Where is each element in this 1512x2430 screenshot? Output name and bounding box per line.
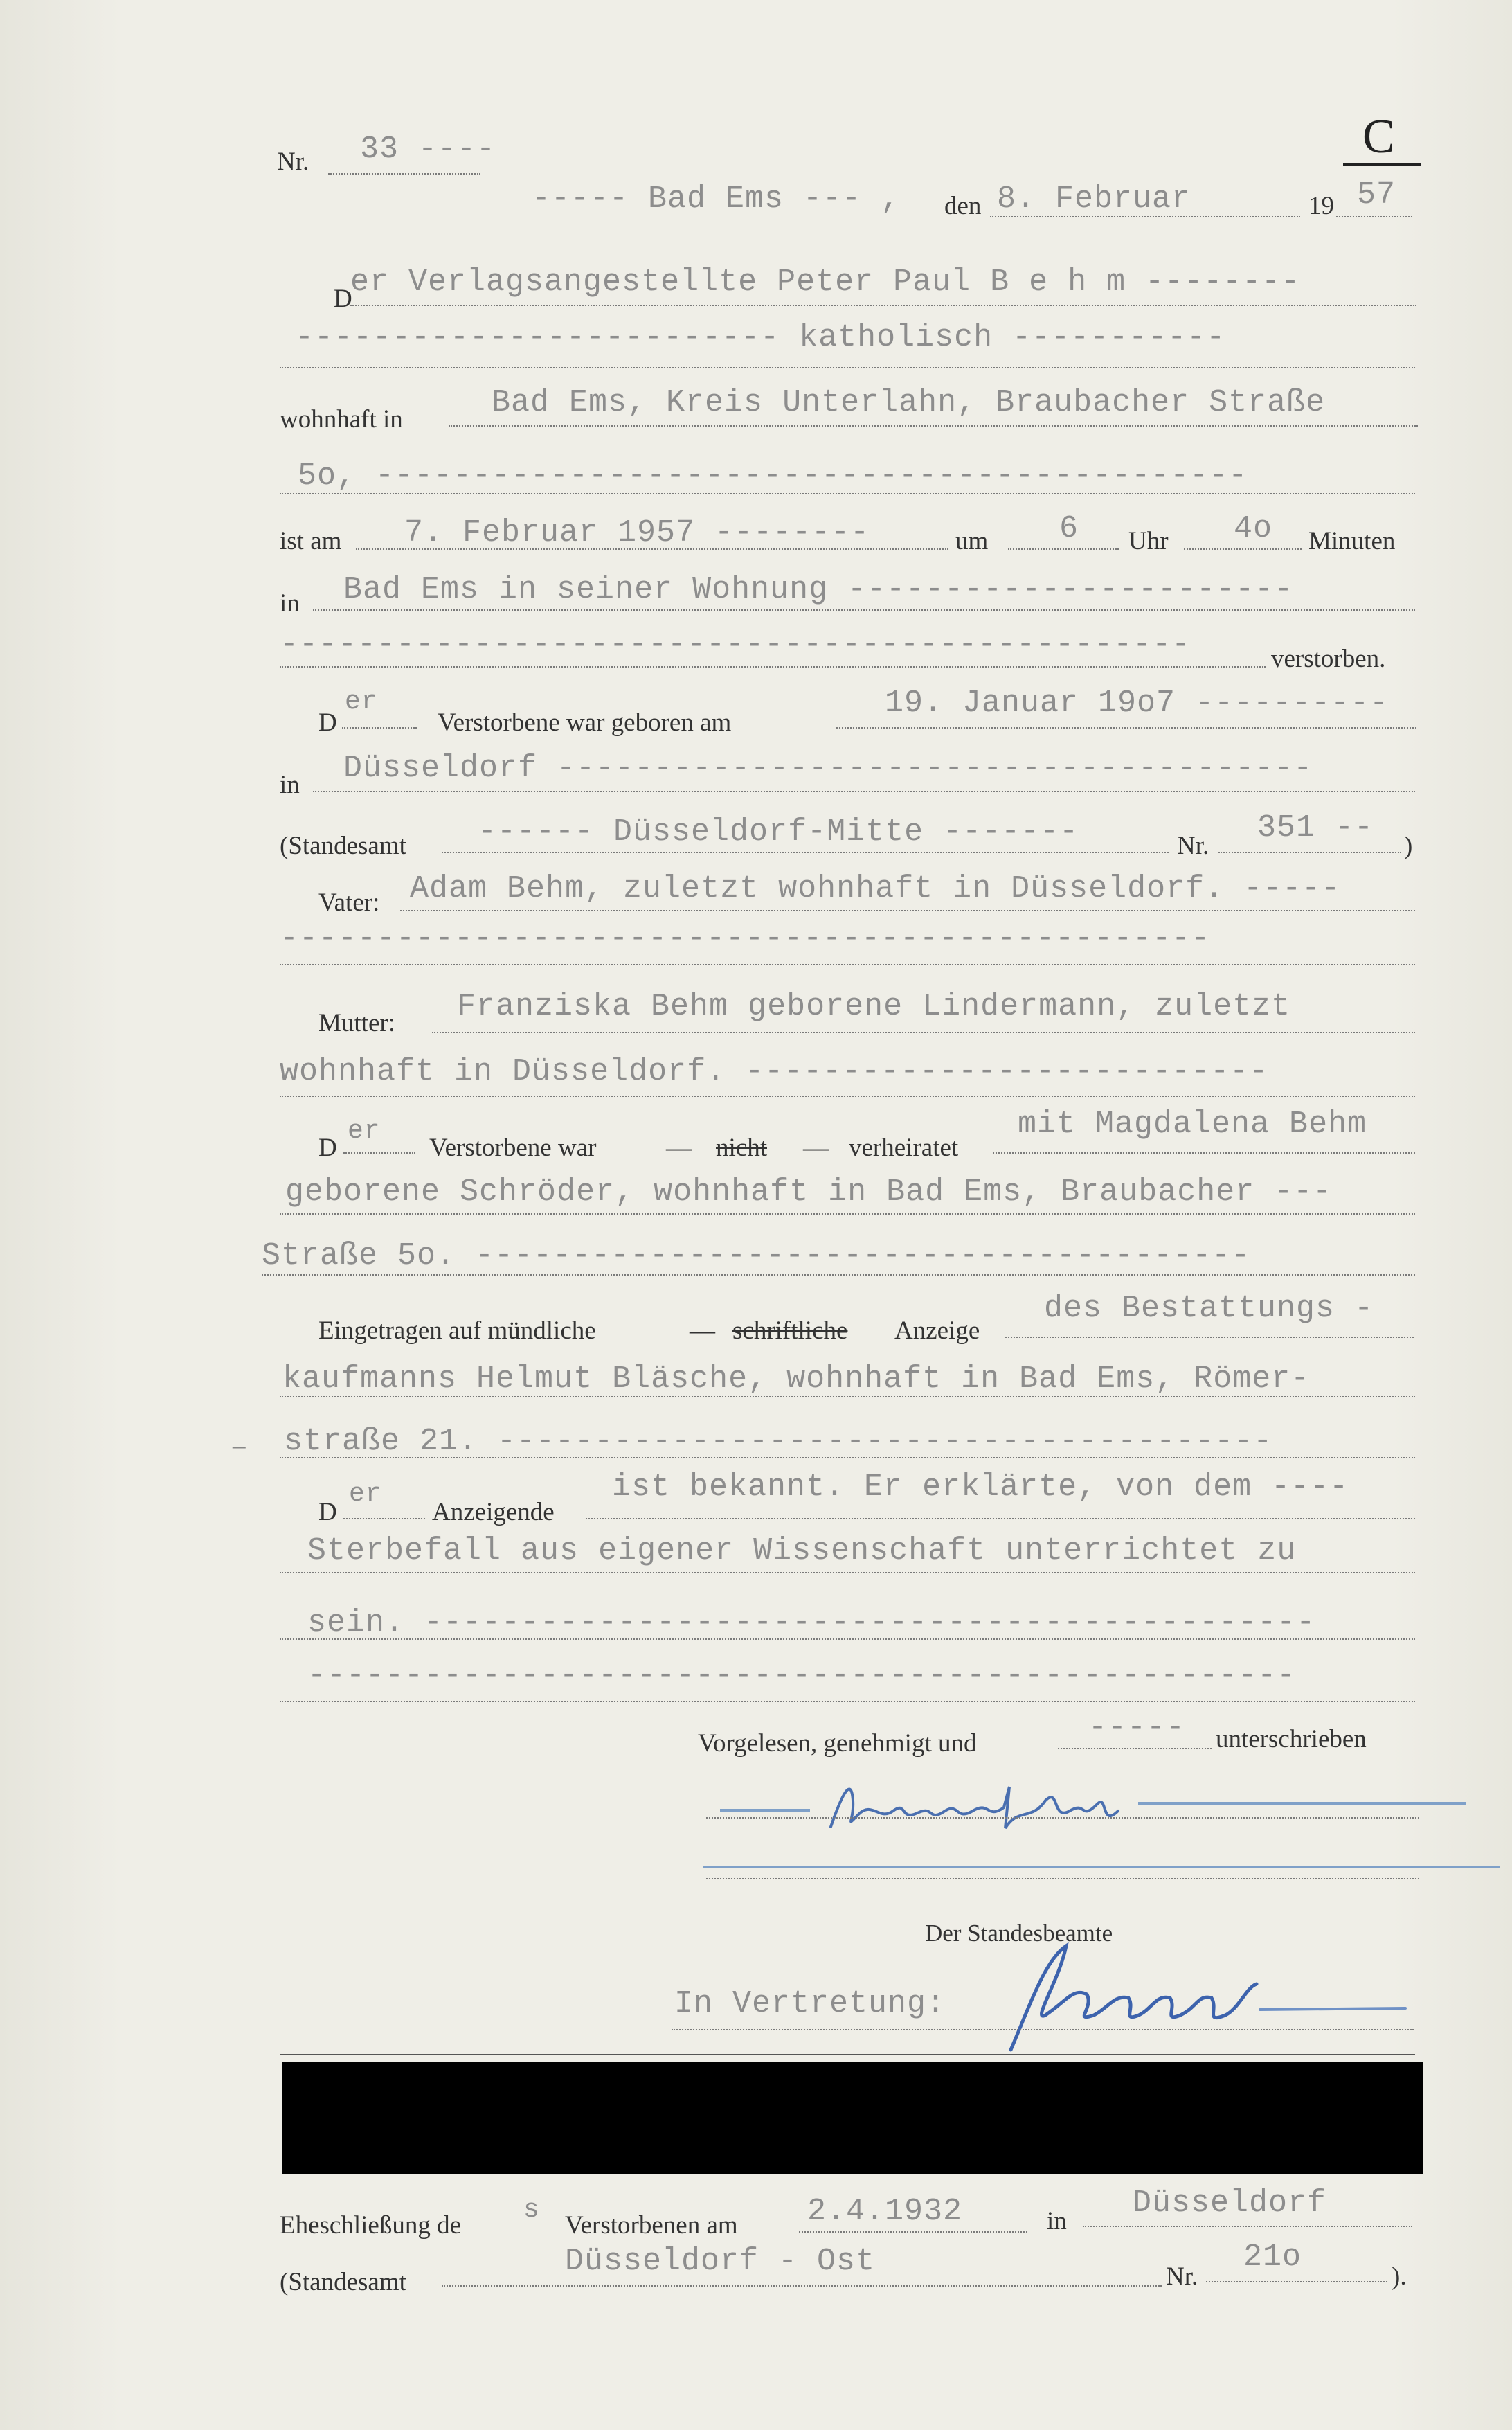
line-vorgelesen xyxy=(1058,1748,1212,1749)
line-ehe-date xyxy=(799,2231,1027,2233)
ehe-date: 2.4.1932 xyxy=(807,2194,963,2229)
informant-prefix: D xyxy=(318,1498,337,1526)
verstorben-label: verstorben. xyxy=(1271,645,1386,673)
deceased-prefix: D xyxy=(334,285,352,313)
line-vater-2 xyxy=(280,964,1415,965)
footer-standesamt: Düsseldorf - Ost xyxy=(565,2244,876,2279)
birth-suffix: er xyxy=(345,687,378,717)
standesbeamte-label: Der Standesbeamte xyxy=(925,1920,1113,1947)
informant-signature xyxy=(824,1773,1135,1849)
marriage-dash-2: — xyxy=(803,1134,829,1162)
informant-suffix: er xyxy=(349,1479,382,1509)
wohnhaft-label: wohnhaft in xyxy=(280,405,403,434)
informant-label: Anzeigende xyxy=(432,1498,555,1526)
vater-value: Adam Behm, zuletzt wohnhaft in Düsseldorf. ----- xyxy=(410,871,1341,906)
death-minutes: 4o xyxy=(1234,511,1273,546)
signature-rule-right xyxy=(1138,1802,1466,1805)
death-hour: 6 xyxy=(1059,511,1079,546)
ist-am-label: ist am xyxy=(280,527,342,555)
line-informant-suffix xyxy=(343,1518,425,1519)
line-address-2 xyxy=(280,493,1415,494)
line-deceased-1 xyxy=(350,305,1416,306)
vater-line-2: ------------------------------------------------ xyxy=(280,921,1211,956)
line-mutter-2 xyxy=(280,1096,1415,1097)
deceased-name-line: er Verlagsangestellte Peter Paul B e h m -------- xyxy=(350,265,1301,300)
spouse-line-1: mit Magdalena Behm xyxy=(1018,1107,1367,1142)
redaction-bar xyxy=(282,2062,1423,2174)
registration-struck: schriftliche xyxy=(732,1316,848,1345)
birth-nr-label: Nr. xyxy=(1177,832,1209,860)
line-birth-standesamt xyxy=(442,852,1169,853)
religion-line: ------------------------- katholisch ----------- xyxy=(295,320,1226,355)
ehe-place: Düsseldorf xyxy=(1133,2186,1327,2221)
register-letter: C xyxy=(1362,110,1395,163)
mutter-label: Mutter: xyxy=(318,1009,395,1037)
nr-value: 33 ---- xyxy=(360,132,496,167)
line-place-death xyxy=(313,609,1415,611)
birth-in-label: in xyxy=(280,771,300,799)
line-hour xyxy=(1008,548,1119,550)
line-informant-text-2 xyxy=(280,1572,1415,1573)
mutter-line-2: wohnhaft in Düsseldorf. --------------------------- xyxy=(280,1054,1269,1089)
header-date: 8. Februar xyxy=(997,181,1191,217)
ehe-label: Eheschließung de xyxy=(280,2211,461,2240)
registration-label-1: Eingetragen auf mündliche xyxy=(318,1316,596,1345)
ehe-in-label: in xyxy=(1047,2207,1067,2235)
line-mutter xyxy=(432,1032,1415,1033)
place-of-death: Bad Ems in seiner Wohnung ----------------------- xyxy=(343,572,1294,607)
informant-line-3: straße 21. ---------------------------------------- xyxy=(284,1424,1273,1459)
birth-standesamt: ------ Düsseldorf-Mitte ------- xyxy=(478,814,1079,850)
birth-prefix: D xyxy=(318,708,337,737)
footer-standesamt-label: (Standesamt xyxy=(280,2268,406,2296)
line-spouse-2 xyxy=(280,1213,1415,1215)
line-spouse-3 xyxy=(262,1274,1415,1276)
marriage-label-2: verheiratet xyxy=(849,1134,959,1162)
line-birth-suffix xyxy=(342,727,417,729)
vorgelesen-label: Vorgelesen, genehmigt und xyxy=(698,1729,977,1758)
informant-line-1: des Bestattungs - xyxy=(1044,1291,1374,1326)
marriage-dash-1: — xyxy=(666,1134,692,1162)
line-birth-date xyxy=(836,727,1416,729)
informant-text-2: Sterbefall aus eigener Wissenschaft unterrichtet zu xyxy=(307,1533,1297,1569)
informant-line-2: kaufmanns Helmut Bläsche, wohnhaft in Bad Ems, Römer- xyxy=(282,1361,1311,1397)
footer-nr: 21o xyxy=(1243,2240,1302,2275)
line-place-death-2 xyxy=(280,666,1266,668)
birth-date: 19. Januar 19o7 ---------- xyxy=(885,686,1389,721)
line-informant-text-1 xyxy=(586,1518,1415,1519)
line-informant-3 xyxy=(280,1457,1415,1458)
vorgelesen-fill: ----- xyxy=(1088,1710,1186,1746)
nr-label: Nr. xyxy=(277,148,309,176)
footer-close: ). xyxy=(1392,2262,1407,2291)
line-deceased-2 xyxy=(280,367,1415,368)
line-spouse-1 xyxy=(993,1152,1415,1154)
birth-standesamt-label: (Standesamt xyxy=(280,832,406,860)
signature-rule-left xyxy=(720,1809,810,1812)
ehe-suffix: s xyxy=(523,2195,540,2225)
line-birth-place xyxy=(313,791,1415,792)
den-label: den xyxy=(944,192,982,220)
section-divider xyxy=(280,2054,1415,2055)
line-vater xyxy=(400,910,1415,911)
register-underline xyxy=(1343,163,1421,166)
marriage-prefix: D xyxy=(318,1134,337,1162)
year-suffix: 57 xyxy=(1357,177,1396,213)
line-signature-1 xyxy=(706,1817,1419,1819)
marriage-suffix: er xyxy=(348,1116,381,1146)
vertretung-label: In Vertretung: xyxy=(674,1986,946,2021)
line-signature-2 xyxy=(706,1878,1419,1879)
death-date: 7. Februar 1957 -------- xyxy=(404,515,870,551)
official-signature xyxy=(990,1918,1419,2057)
address-line-1: Bad Ems, Kreis Unterlahn, Braubacher Straße xyxy=(492,385,1326,420)
line-birth-nr xyxy=(1218,852,1401,853)
footer-nr-label: Nr. xyxy=(1166,2262,1198,2291)
date-line xyxy=(990,216,1300,217)
line-footer-nr xyxy=(1206,2281,1387,2282)
informant-text-1: ist bekannt. Er erklärte, von dem ---- xyxy=(612,1469,1349,1505)
line-vertretung xyxy=(672,2029,1414,2030)
line-footer-standesamt xyxy=(442,2285,1162,2287)
marriage-label-1: Verstorbene war xyxy=(429,1134,597,1162)
birth-place: Düsseldorf --------------------------------------- xyxy=(343,751,1313,786)
ehe-label-2: Verstorbenen am xyxy=(565,2211,738,2240)
birth-label: Verstorbene war geboren am xyxy=(438,708,732,737)
in-label: in xyxy=(280,589,300,618)
informant-text-4: --------------------------------------------------- xyxy=(307,1658,1297,1693)
line-minutes xyxy=(1184,548,1302,550)
line-address-1 xyxy=(449,425,1418,427)
margin-dash: – xyxy=(233,1431,246,1460)
vater-label: Vater: xyxy=(318,888,380,917)
place-header: ----- Bad Ems --- , xyxy=(532,181,901,217)
birth-nr: 351 -- xyxy=(1257,810,1374,846)
registration-dash: — xyxy=(690,1316,715,1345)
birth-close: ) xyxy=(1404,832,1413,860)
signature-rule-long xyxy=(703,1866,1500,1868)
line-informant-1 xyxy=(1005,1337,1414,1338)
marriage-struck-nicht: nicht xyxy=(716,1134,767,1162)
spouse-line-2: geborene Schröder, wohnhaft in Bad Ems, Braubacher --- xyxy=(285,1174,1333,1210)
year-prefix: 19 xyxy=(1308,192,1334,220)
line-informant-text-4 xyxy=(280,1701,1415,1702)
informant-text-3: sein. ---------------------------------------------- xyxy=(307,1605,1316,1641)
uhr-label: Uhr xyxy=(1128,527,1169,555)
address-line-2: 5o, --------------------------------------------- xyxy=(298,458,1248,494)
minuten-label: Minuten xyxy=(1308,527,1396,555)
nr-line xyxy=(328,173,480,175)
um-label: um xyxy=(955,527,989,555)
registration-label-2: Anzeige xyxy=(894,1316,980,1345)
line-death-date xyxy=(356,548,948,550)
year-line xyxy=(1336,216,1412,217)
spouse-line-3: Straße 5o. ---------------------------------------- xyxy=(262,1238,1251,1274)
place-of-death-2: ----------------------------------------------- xyxy=(280,627,1191,663)
line-informant-text-3 xyxy=(280,1638,1415,1640)
line-marriage-suffix xyxy=(343,1152,415,1154)
unterschrieben-label: unterschrieben xyxy=(1216,1725,1367,1753)
line-ehe-place xyxy=(1083,2226,1412,2227)
mutter-value: Franziska Behm geborene Lindermann, zuletzt xyxy=(457,989,1291,1024)
line-informant-2 xyxy=(280,1396,1415,1397)
